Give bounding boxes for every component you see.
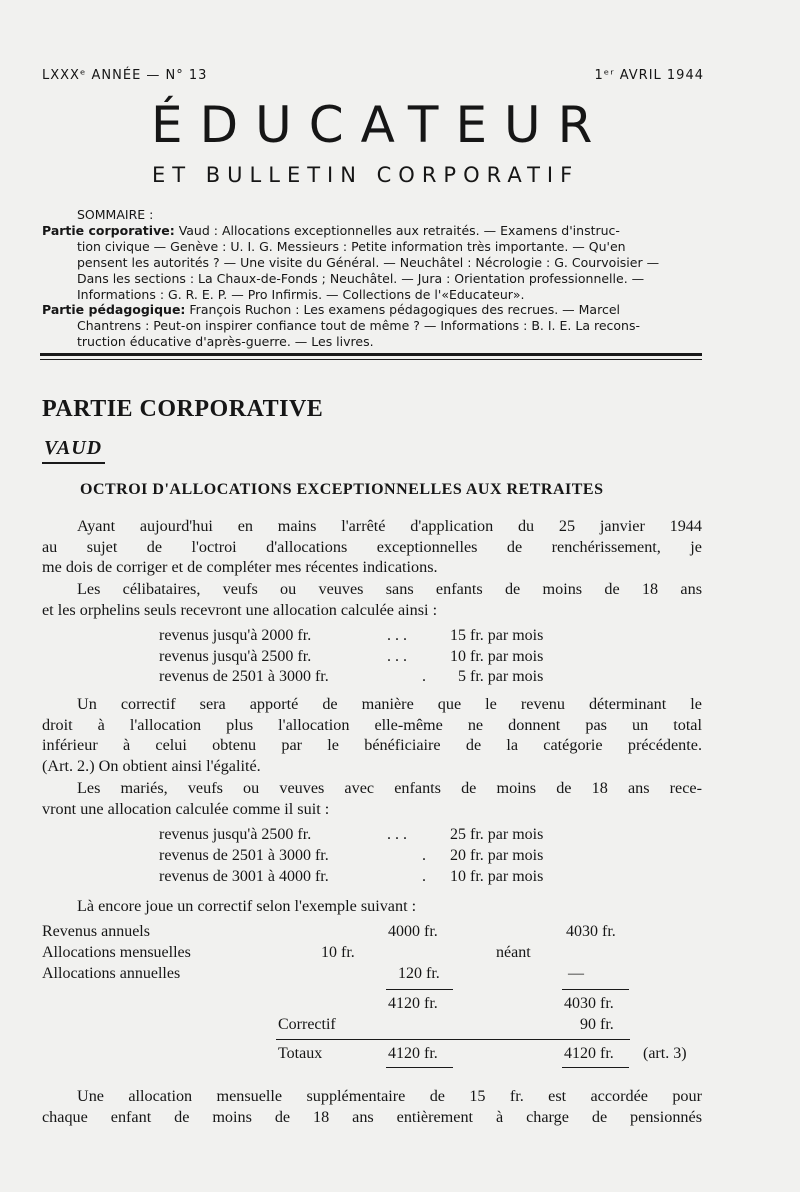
- text-line: Ayant aujourd'hui en mains l'arrêté d'application du 25 janvier 1944: [77, 517, 702, 535]
- rate-amount: 25 fr. par mois: [450, 826, 544, 843]
- rate-amount: 10 fr. par mois: [450, 868, 544, 885]
- pedagogique-label: Partie pédagogique:: [42, 302, 186, 317]
- text-line: et les orphelins seuls recevront une allocation calculée ainsi :: [42, 600, 438, 619]
- example-value: 4030 fr.: [566, 923, 616, 940]
- text-line: Un correctif sera apporté de manière que le revenu déterminant le: [77, 695, 702, 713]
- text-line: au sujet de l'octroi d'allocations exceptionnelles de renchérissement, je: [42, 537, 702, 556]
- rate-amount: 10 fr. par mois: [450, 648, 544, 665]
- text-line: inférieur à celui obtenu par le bénéficiaire de la catégorie précédente.: [42, 736, 702, 755]
- pedagogique-line: Chantrens : Peut-on inspirer confiance tout de même ? — Informations : B. I. E. La recons-: [77, 318, 640, 333]
- sum-rule: [386, 989, 453, 990]
- text-line: Les célibataires, veufs ou veuves sans enfants de moins de 18 ans: [77, 580, 702, 598]
- rate-dots: .: [422, 847, 426, 864]
- corporative-line: Dans les sections : La Chaux-de-Fonds ; Neuchâtel. — Jura : Orientation professionnelle. —: [77, 271, 645, 286]
- total-underline: [386, 1067, 453, 1068]
- rate-dots: .: [422, 668, 426, 685]
- corporative-line: pensent les autorités ? — Une visite du Général. — Neuchâtel : Nécrologie : G. Courvoisier —: [77, 255, 660, 270]
- pedagogique-line: truction éducative d'après-guerre. — Les livres.: [77, 334, 374, 349]
- text-line: droit à l'allocation plus l'allocation elle-même ne donnent pas un total: [42, 715, 702, 734]
- example-value: 4030 fr.: [564, 995, 614, 1012]
- rate-range: revenus jusqu'à 2000 fr.: [159, 627, 312, 644]
- paragraph: [42, 579, 702, 620]
- masthead-subtitle: ET BULLETIN CORPORATIF: [152, 163, 580, 187]
- total-rule: [276, 1039, 630, 1040]
- text-line: chaque enfant de moins de 18 ans entièrement à charge de pensionnés: [42, 1107, 702, 1126]
- paragraph: [42, 1086, 702, 1127]
- example-label: Totaux: [278, 1045, 323, 1062]
- paragraph: [42, 694, 702, 777]
- issue-date: 1ᵉʳ AVRIL 1944: [594, 68, 704, 83]
- example-value: 4000 fr.: [388, 923, 438, 940]
- example-label: Revenus annuels: [42, 923, 150, 940]
- example-value: 4120 fr.: [388, 1045, 438, 1062]
- rate-range: revenus de 2501 à 3000 fr.: [159, 668, 329, 685]
- example-value: 4120 fr.: [564, 1045, 614, 1062]
- example-value: 4120 fr.: [388, 995, 438, 1012]
- rate-range: revenus jusqu'à 2500 fr.: [159, 826, 312, 843]
- rate-range: revenus de 2501 à 3000 fr.: [159, 847, 329, 864]
- sum-rule: [562, 989, 629, 990]
- paragraph: [42, 778, 702, 819]
- rate-dots: . . .: [387, 648, 407, 665]
- text-line: Les mariés, veufs ou veuves avec enfants de moins de 18 ans rece-: [77, 779, 702, 797]
- rate-amount: 20 fr. par mois: [450, 847, 544, 864]
- divider-thin: [40, 359, 702, 360]
- text-line: Une allocation mensuelle supplémentaire de 15 fr. est accordée pour: [77, 1087, 702, 1105]
- text-line: vront une allocation calculée comme il suit :: [42, 799, 330, 818]
- example-value: 90 fr.: [580, 1016, 614, 1033]
- sommaire-pedagogique: [42, 302, 704, 350]
- sommaire-corporative: [42, 223, 704, 303]
- corporative-line: Informations : G. R. E. P. — Pro Infirmis. — Collections de l'«Educateur».: [77, 287, 525, 302]
- paragraph: [42, 516, 702, 578]
- masthead-title: ÉDUCATEUR: [151, 96, 610, 154]
- example-label: Correctif: [278, 1016, 336, 1033]
- example-value: néant: [496, 944, 531, 961]
- rate-dots: . . .: [387, 627, 407, 644]
- corporative-line: tion civique — Genève : U. I. G. Messieurs : Petite information très importante. — Qu'en: [77, 239, 626, 254]
- region-underline: [42, 462, 105, 464]
- region-heading: VAUD: [44, 437, 103, 459]
- rate-range: revenus de 3001 à 4000 fr.: [159, 868, 329, 885]
- example-label: Allocations mensuelles: [42, 944, 191, 961]
- corporative-label: Partie corporative:: [42, 223, 175, 238]
- rate-range: revenus jusqu'à 2500 fr.: [159, 648, 312, 665]
- example-value: —: [568, 965, 584, 982]
- total-underline: [562, 1067, 629, 1068]
- example-note: (art. 3): [643, 1045, 687, 1062]
- sommaire-heading: SOMMAIRE :: [77, 207, 154, 222]
- text-line: me dois de corriger et de compléter mes récentes indications.: [42, 558, 438, 577]
- issue-number: LXXXᵉ ANNÉE — N° 13: [42, 68, 208, 83]
- example-value: 120 fr.: [398, 965, 440, 982]
- rate-dots: . . .: [387, 826, 407, 843]
- divider-thick: [40, 353, 702, 356]
- article-title: OCTROI D'ALLOCATIONS EXCEPTIONNELLES AUX RETRAITES: [80, 481, 604, 498]
- text-line: Là encore joue un correctif selon l'exemple suivant :: [77, 897, 417, 915]
- rate-amount: 5 fr. par mois: [458, 668, 544, 685]
- example-label: Allocations annuelles: [42, 965, 181, 982]
- rate-amount: 15 fr. par mois: [450, 627, 544, 644]
- text-line: (Art. 2.) On obtient ainsi l'égalité.: [42, 757, 261, 776]
- rate-dots: .: [422, 868, 426, 885]
- pedagogique-line: François Ruchon : Les examens pédagogiques des recrues. — Marcel: [189, 302, 620, 317]
- example-value: 10 fr.: [321, 944, 355, 961]
- corporative-line: Vaud : Allocations exceptionnelles aux retraités. — Examens d'instruc-: [178, 223, 620, 238]
- section-title: PARTIE CORPORATIVE: [42, 396, 324, 422]
